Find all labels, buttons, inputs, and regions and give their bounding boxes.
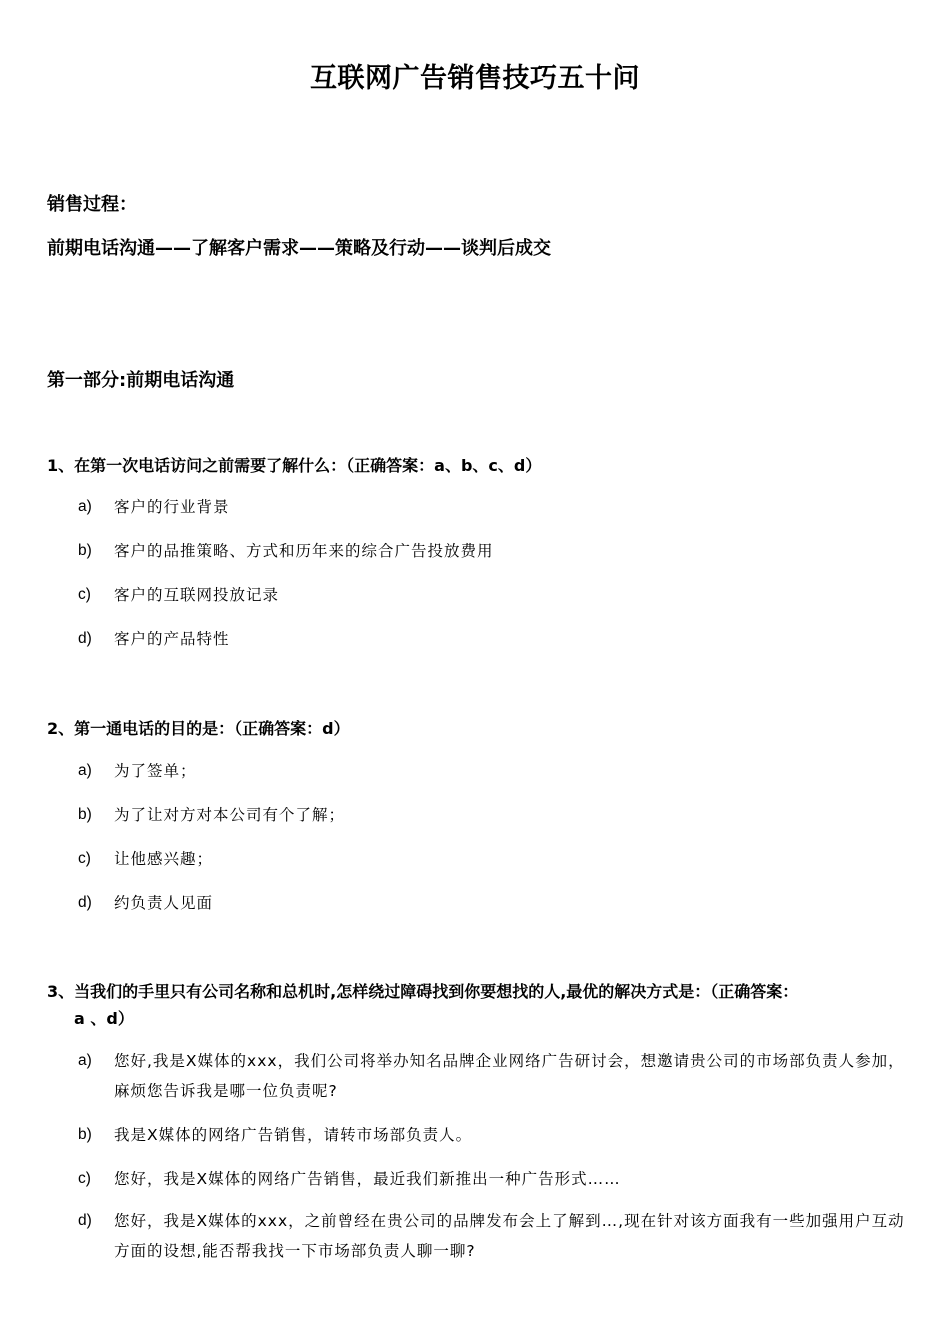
question-number: 1、 <box>47 456 75 475</box>
question-1 <box>47 452 927 479</box>
option-text: 客户的品推策略、方式和历年来的综合广告投放费用 <box>114 542 494 560</box>
option-letter: c) <box>78 1170 91 1187</box>
question-text: 在第一次电话访问之前需要了解什么：（正确答案：a、b、c、d） <box>74 456 542 475</box>
option-2b <box>78 800 908 830</box>
option-letter: b) <box>78 806 92 823</box>
option-letter: d) <box>78 894 92 911</box>
option-3c <box>78 1164 908 1194</box>
option-text: 客户的互联网投放记录 <box>114 586 280 604</box>
document-title: 互联网广告销售技巧五十问 <box>310 63 640 94</box>
option-letter: a) <box>78 762 92 779</box>
option-text: 约负责人见面 <box>114 894 214 912</box>
option-text: 为了让对方对本公司有个了解； <box>114 806 346 824</box>
option-letter: b) <box>78 542 92 559</box>
option-letter: a) <box>78 498 92 515</box>
section-heading: 第一部分:前期电话沟通 <box>47 370 235 391</box>
process-steps: 前期电话沟通——了解客户需求——策略及行动——谈判后成交 <box>47 238 551 259</box>
option-letter: b) <box>78 1126 92 1143</box>
option-3a <box>78 1046 908 1106</box>
option-2d <box>78 888 908 918</box>
process-label: 销售过程： <box>47 194 137 215</box>
option-1c <box>78 580 908 610</box>
option-2a <box>78 756 908 786</box>
option-1b <box>78 536 908 566</box>
option-letter: c) <box>78 850 91 867</box>
option-3b <box>78 1120 908 1150</box>
question-number: 3、 <box>47 982 75 1001</box>
option-letter: d) <box>78 630 92 647</box>
option-text: 您好,我是X媒体的xxx，我们公司将举办知名品牌企业网络广告研讨会，想邀请贵公司的市场部负责人参加，麻烦您告诉我是哪一位负责呢? <box>114 1052 905 1100</box>
option-text: 客户的产品特性 <box>114 630 230 648</box>
option-text: 您好，我是X媒体的xxx，之前曾经在贵公司的品牌发布会上了解到…,现在针对该方面我有一些加强用户互动方面的设想,能否帮我找一下市场部负责人聊一聊? <box>114 1212 905 1260</box>
option-3d <box>78 1206 908 1266</box>
question-3 <box>47 978 927 1032</box>
option-2c <box>78 844 908 874</box>
option-text: 客户的行业背景 <box>114 498 230 516</box>
option-1d <box>78 624 908 654</box>
option-text: 我是X媒体的网络广告销售，请转市场部负责人。 <box>114 1126 473 1144</box>
question-number: 2、 <box>47 719 75 738</box>
option-text: 您好，我是X媒体的网络广告销售，最近我们新推出一种广告形式…… <box>114 1170 621 1188</box>
option-letter: c) <box>78 586 91 603</box>
option-letter: a) <box>78 1052 92 1069</box>
question-2 <box>47 715 927 742</box>
option-letter: d) <box>78 1212 92 1229</box>
option-1a <box>78 492 908 522</box>
question-text: 当我们的手里只有公司名称和总机时,怎样绕过障碍找到你要想找的人,最优的解决方式是：（正确答案： <box>74 982 799 1001</box>
question-text: 第一通电话的目的是：（正确答案：d） <box>74 719 350 738</box>
option-text: 让他感兴趣； <box>114 850 214 868</box>
option-text: 为了签单； <box>114 762 197 780</box>
question-text-continued: a 、d） <box>74 1009 134 1028</box>
